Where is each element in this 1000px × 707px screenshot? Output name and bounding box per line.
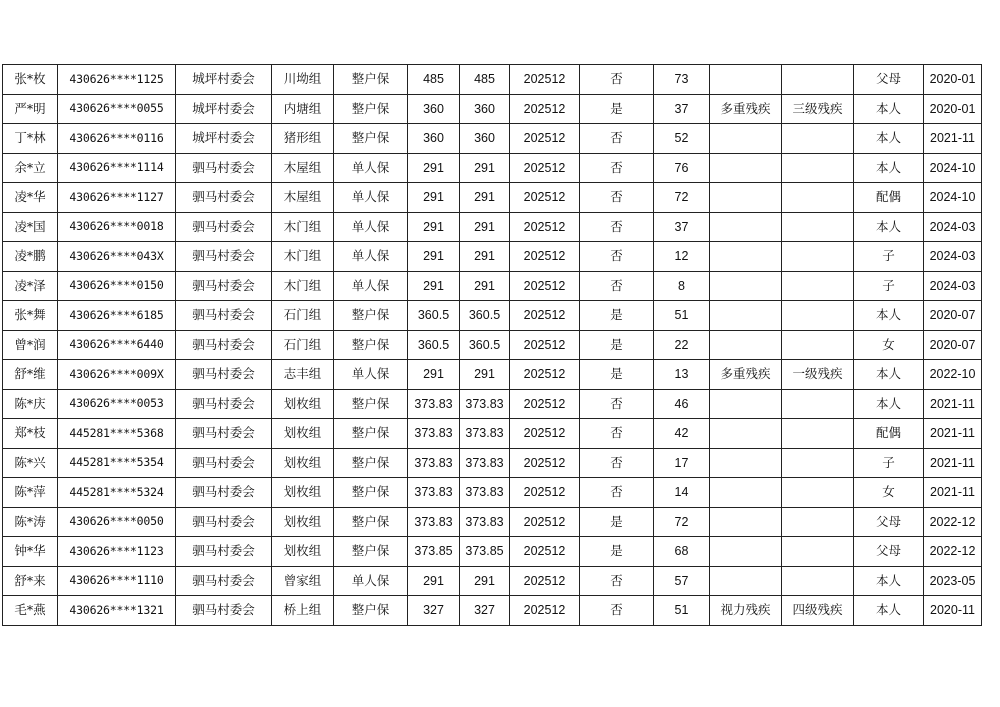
cell-amount-2: 360 xyxy=(460,124,510,154)
cell-village: 驷马村委会 xyxy=(176,596,272,626)
cell-group: 石门组 xyxy=(272,301,334,331)
cell-month: 202512 xyxy=(510,124,580,154)
cell-month: 202512 xyxy=(510,596,580,626)
cell-flag: 是 xyxy=(580,537,654,567)
cell-flag: 是 xyxy=(580,330,654,360)
cell-relation: 本人 xyxy=(854,566,924,596)
cell-id-number: 445281****5324 xyxy=(58,478,176,508)
cell-amount-1: 360.5 xyxy=(408,301,460,331)
records-table xyxy=(2,64,982,626)
cell-name: 余*立 xyxy=(3,153,58,183)
cell-start-date: 2021-11 xyxy=(924,389,982,419)
cell-disability-level: 一级残疾 xyxy=(782,360,854,390)
cell-name: 曾*润 xyxy=(3,330,58,360)
cell-age: 57 xyxy=(654,566,710,596)
cell-group: 川坳组 xyxy=(272,65,334,95)
cell-disability-level xyxy=(782,212,854,242)
cell-disability-level xyxy=(782,478,854,508)
cell-group: 木门组 xyxy=(272,212,334,242)
cell-id-number: 430626****0053 xyxy=(58,389,176,419)
cell-amount-2: 291 xyxy=(460,271,510,301)
cell-flag: 否 xyxy=(580,419,654,449)
cell-id-number: 430626****6440 xyxy=(58,330,176,360)
table-row xyxy=(3,537,982,567)
cell-flag: 是 xyxy=(580,301,654,331)
cell-name: 舒*来 xyxy=(3,566,58,596)
cell-insurance-type: 单人保 xyxy=(334,242,408,272)
cell-name: 丁*林 xyxy=(3,124,58,154)
cell-amount-1: 291 xyxy=(408,566,460,596)
cell-relation: 子 xyxy=(854,271,924,301)
cell-id-number: 430626****1125 xyxy=(58,65,176,95)
cell-insurance-type: 单人保 xyxy=(334,153,408,183)
cell-month: 202512 xyxy=(510,94,580,124)
cell-disability-level xyxy=(782,271,854,301)
cell-relation: 本人 xyxy=(854,124,924,154)
cell-age: 51 xyxy=(654,596,710,626)
cell-village: 驷马村委会 xyxy=(176,212,272,242)
cell-amount-2: 485 xyxy=(460,65,510,95)
cell-month: 202512 xyxy=(510,507,580,537)
cell-village: 驷马村委会 xyxy=(176,153,272,183)
cell-group: 木门组 xyxy=(272,271,334,301)
cell-month: 202512 xyxy=(510,360,580,390)
cell-month: 202512 xyxy=(510,330,580,360)
cell-flag: 否 xyxy=(580,596,654,626)
cell-group: 划枚组 xyxy=(272,537,334,567)
cell-disability-level xyxy=(782,537,854,567)
cell-flag: 否 xyxy=(580,389,654,419)
table-row xyxy=(3,212,982,242)
cell-village: 驷马村委会 xyxy=(176,360,272,390)
cell-relation: 本人 xyxy=(854,212,924,242)
cell-start-date: 2022-12 xyxy=(924,537,982,567)
cell-disability-type xyxy=(710,330,782,360)
cell-month: 202512 xyxy=(510,65,580,95)
cell-flag: 是 xyxy=(580,507,654,537)
cell-name: 凌*泽 xyxy=(3,271,58,301)
cell-insurance-type: 整户保 xyxy=(334,389,408,419)
cell-age: 72 xyxy=(654,183,710,213)
cell-age: 42 xyxy=(654,419,710,449)
cell-group: 石门组 xyxy=(272,330,334,360)
cell-disability-type: 视力残疾 xyxy=(710,596,782,626)
cell-amount-2: 291 xyxy=(460,153,510,183)
cell-amount-2: 373.85 xyxy=(460,537,510,567)
cell-month: 202512 xyxy=(510,389,580,419)
table-row xyxy=(3,65,982,95)
cell-name: 舒*维 xyxy=(3,360,58,390)
cell-id-number: 430626****0150 xyxy=(58,271,176,301)
cell-amount-2: 373.83 xyxy=(460,448,510,478)
cell-amount-1: 291 xyxy=(408,212,460,242)
cell-amount-1: 291 xyxy=(408,242,460,272)
cell-disability-level xyxy=(782,124,854,154)
cell-age: 51 xyxy=(654,301,710,331)
cell-start-date: 2020-07 xyxy=(924,301,982,331)
cell-relation: 父母 xyxy=(854,537,924,567)
cell-age: 37 xyxy=(654,94,710,124)
cell-start-date: 2020-07 xyxy=(924,330,982,360)
table-row xyxy=(3,183,982,213)
cell-village: 驷马村委会 xyxy=(176,183,272,213)
cell-group: 内塘组 xyxy=(272,94,334,124)
cell-start-date: 2021-11 xyxy=(924,419,982,449)
table-row xyxy=(3,507,982,537)
cell-start-date: 2021-11 xyxy=(924,124,982,154)
cell-month: 202512 xyxy=(510,537,580,567)
cell-id-number: 445281****5368 xyxy=(58,419,176,449)
cell-disability-type xyxy=(710,183,782,213)
cell-amount-2: 360 xyxy=(460,94,510,124)
cell-start-date: 2021-11 xyxy=(924,478,982,508)
cell-relation: 父母 xyxy=(854,507,924,537)
cell-name: 凌*国 xyxy=(3,212,58,242)
cell-village: 驷马村委会 xyxy=(176,389,272,419)
cell-age: 22 xyxy=(654,330,710,360)
cell-group: 猪形组 xyxy=(272,124,334,154)
cell-insurance-type: 整户保 xyxy=(334,507,408,537)
table-row xyxy=(3,153,982,183)
cell-relation: 女 xyxy=(854,478,924,508)
cell-disability-level xyxy=(782,419,854,449)
cell-start-date: 2024-10 xyxy=(924,153,982,183)
cell-disability-level xyxy=(782,183,854,213)
cell-amount-1: 373.83 xyxy=(408,389,460,419)
cell-insurance-type: 单人保 xyxy=(334,360,408,390)
cell-disability-type xyxy=(710,566,782,596)
cell-relation: 本人 xyxy=(854,389,924,419)
cell-group: 木屋组 xyxy=(272,183,334,213)
cell-disability-level xyxy=(782,153,854,183)
cell-amount-1: 360 xyxy=(408,94,460,124)
cell-age: 8 xyxy=(654,271,710,301)
cell-amount-2: 373.83 xyxy=(460,507,510,537)
cell-flag: 否 xyxy=(580,566,654,596)
cell-village: 驷马村委会 xyxy=(176,419,272,449)
cell-disability-type xyxy=(710,212,782,242)
table-row xyxy=(3,124,982,154)
cell-flag: 否 xyxy=(580,124,654,154)
cell-month: 202512 xyxy=(510,566,580,596)
cell-amount-1: 373.83 xyxy=(408,448,460,478)
cell-disability-type xyxy=(710,389,782,419)
cell-flag: 否 xyxy=(580,478,654,508)
cell-village: 驷马村委会 xyxy=(176,448,272,478)
cell-name: 凌*鹏 xyxy=(3,242,58,272)
cell-disability-type xyxy=(710,448,782,478)
cell-village: 驷马村委会 xyxy=(176,301,272,331)
table-row xyxy=(3,94,982,124)
cell-village: 城坪村委会 xyxy=(176,124,272,154)
cell-insurance-type: 单人保 xyxy=(334,183,408,213)
cell-relation: 本人 xyxy=(854,360,924,390)
cell-month: 202512 xyxy=(510,301,580,331)
cell-amount-2: 291 xyxy=(460,242,510,272)
cell-insurance-type: 单人保 xyxy=(334,271,408,301)
cell-age: 46 xyxy=(654,389,710,419)
cell-flag: 是 xyxy=(580,360,654,390)
cell-insurance-type: 整户保 xyxy=(334,124,408,154)
cell-age: 52 xyxy=(654,124,710,154)
cell-group: 志丰组 xyxy=(272,360,334,390)
cell-flag: 否 xyxy=(580,212,654,242)
table-row xyxy=(3,448,982,478)
cell-group: 划枚组 xyxy=(272,448,334,478)
cell-disability-type xyxy=(710,65,782,95)
cell-disability-type xyxy=(710,271,782,301)
cell-relation: 父母 xyxy=(854,65,924,95)
cell-age: 72 xyxy=(654,507,710,537)
cell-start-date: 2024-03 xyxy=(924,242,982,272)
cell-id-number: 445281****5354 xyxy=(58,448,176,478)
cell-relation: 子 xyxy=(854,448,924,478)
cell-disability-level xyxy=(782,507,854,537)
cell-amount-2: 373.83 xyxy=(460,389,510,419)
cell-amount-2: 360.5 xyxy=(460,301,510,331)
cell-disability-level xyxy=(782,330,854,360)
cell-amount-1: 485 xyxy=(408,65,460,95)
cell-disability-level xyxy=(782,448,854,478)
cell-start-date: 2022-12 xyxy=(924,507,982,537)
cell-insurance-type: 整户保 xyxy=(334,537,408,567)
cell-age: 76 xyxy=(654,153,710,183)
cell-month: 202512 xyxy=(510,478,580,508)
cell-name: 陈*庆 xyxy=(3,389,58,419)
cell-start-date: 2020-01 xyxy=(924,65,982,95)
cell-id-number: 430626****1127 xyxy=(58,183,176,213)
cell-disability-type xyxy=(710,507,782,537)
cell-age: 68 xyxy=(654,537,710,567)
cell-name: 陈*兴 xyxy=(3,448,58,478)
cell-month: 202512 xyxy=(510,448,580,478)
cell-village: 驷马村委会 xyxy=(176,566,272,596)
cell-village: 驷马村委会 xyxy=(176,537,272,567)
cell-disability-type: 多重残疾 xyxy=(710,360,782,390)
table-row xyxy=(3,389,982,419)
cell-id-number: 430626****6185 xyxy=(58,301,176,331)
cell-name: 陈*萍 xyxy=(3,478,58,508)
cell-insurance-type: 整户保 xyxy=(334,94,408,124)
cell-age: 14 xyxy=(654,478,710,508)
cell-age: 37 xyxy=(654,212,710,242)
cell-id-number: 430626****0050 xyxy=(58,507,176,537)
cell-name: 严*明 xyxy=(3,94,58,124)
cell-start-date: 2022-10 xyxy=(924,360,982,390)
cell-disability-level xyxy=(782,389,854,419)
cell-group: 木屋组 xyxy=(272,153,334,183)
cell-amount-1: 327 xyxy=(408,596,460,626)
table-row xyxy=(3,566,982,596)
cell-disability-type xyxy=(710,242,782,272)
table-row xyxy=(3,330,982,360)
cell-village: 驷马村委会 xyxy=(176,271,272,301)
table-row xyxy=(3,419,982,449)
cell-start-date: 2024-03 xyxy=(924,271,982,301)
cell-disability-level xyxy=(782,566,854,596)
cell-month: 202512 xyxy=(510,153,580,183)
cell-village: 驷马村委会 xyxy=(176,330,272,360)
cell-start-date: 2020-11 xyxy=(924,596,982,626)
cell-disability-level xyxy=(782,242,854,272)
cell-flag: 否 xyxy=(580,153,654,183)
cell-relation: 子 xyxy=(854,242,924,272)
cell-age: 73 xyxy=(654,65,710,95)
cell-id-number: 430626****0055 xyxy=(58,94,176,124)
cell-village: 驷马村委会 xyxy=(176,507,272,537)
cell-id-number: 430626****0116 xyxy=(58,124,176,154)
cell-amount-1: 373.85 xyxy=(408,537,460,567)
cell-amount-1: 373.83 xyxy=(408,419,460,449)
cell-village: 驷马村委会 xyxy=(176,242,272,272)
cell-insurance-type: 整户保 xyxy=(334,65,408,95)
cell-id-number: 430626****0018 xyxy=(58,212,176,242)
cell-insurance-type: 单人保 xyxy=(334,212,408,242)
cell-disability-type: 多重残疾 xyxy=(710,94,782,124)
cell-disability-level xyxy=(782,301,854,331)
cell-start-date: 2024-10 xyxy=(924,183,982,213)
cell-amount-1: 360 xyxy=(408,124,460,154)
cell-start-date: 2020-01 xyxy=(924,94,982,124)
cell-name: 张*枚 xyxy=(3,65,58,95)
cell-id-number: 430626****043X xyxy=(58,242,176,272)
cell-relation: 配偶 xyxy=(854,183,924,213)
cell-name: 郑*枝 xyxy=(3,419,58,449)
table-row xyxy=(3,242,982,272)
cell-id-number: 430626****009X xyxy=(58,360,176,390)
cell-month: 202512 xyxy=(510,183,580,213)
cell-amount-1: 360.5 xyxy=(408,330,460,360)
cell-amount-2: 360.5 xyxy=(460,330,510,360)
cell-amount-2: 291 xyxy=(460,212,510,242)
cell-id-number: 430626****1110 xyxy=(58,566,176,596)
cell-amount-2: 291 xyxy=(460,183,510,213)
cell-disability-level: 三级残疾 xyxy=(782,94,854,124)
cell-village: 城坪村委会 xyxy=(176,65,272,95)
cell-amount-2: 373.83 xyxy=(460,419,510,449)
cell-village: 驷马村委会 xyxy=(176,478,272,508)
cell-start-date: 2023-05 xyxy=(924,566,982,596)
cell-group: 划枚组 xyxy=(272,507,334,537)
cell-insurance-type: 单人保 xyxy=(334,566,408,596)
cell-relation: 本人 xyxy=(854,301,924,331)
cell-group: 曾家组 xyxy=(272,566,334,596)
cell-amount-1: 291 xyxy=(408,153,460,183)
cell-disability-level: 四级残疾 xyxy=(782,596,854,626)
cell-id-number: 430626****1321 xyxy=(58,596,176,626)
cell-name: 钟*华 xyxy=(3,537,58,567)
cell-relation: 配偶 xyxy=(854,419,924,449)
table-row xyxy=(3,360,982,390)
cell-insurance-type: 整户保 xyxy=(334,419,408,449)
cell-disability-level xyxy=(782,65,854,95)
cell-disability-type xyxy=(710,124,782,154)
cell-insurance-type: 整户保 xyxy=(334,330,408,360)
cell-disability-type xyxy=(710,153,782,183)
cell-flag: 否 xyxy=(580,242,654,272)
table-row xyxy=(3,596,982,626)
cell-disability-type xyxy=(710,419,782,449)
cell-relation: 本人 xyxy=(854,153,924,183)
table-row xyxy=(3,301,982,331)
cell-id-number: 430626****1114 xyxy=(58,153,176,183)
cell-age: 13 xyxy=(654,360,710,390)
table-row xyxy=(3,271,982,301)
cell-disability-type xyxy=(710,537,782,567)
cell-relation: 本人 xyxy=(854,596,924,626)
cell-start-date: 2024-03 xyxy=(924,212,982,242)
cell-month: 202512 xyxy=(510,212,580,242)
table-body xyxy=(3,65,982,626)
cell-amount-1: 373.83 xyxy=(408,478,460,508)
cell-disability-type xyxy=(710,301,782,331)
cell-start-date: 2021-11 xyxy=(924,448,982,478)
cell-relation: 本人 xyxy=(854,94,924,124)
cell-group: 桥上组 xyxy=(272,596,334,626)
cell-amount-1: 291 xyxy=(408,360,460,390)
cell-insurance-type: 整户保 xyxy=(334,596,408,626)
cell-group: 划枚组 xyxy=(272,478,334,508)
cell-id-number: 430626****1123 xyxy=(58,537,176,567)
cell-amount-1: 291 xyxy=(408,183,460,213)
cell-month: 202512 xyxy=(510,271,580,301)
cell-amount-2: 291 xyxy=(460,360,510,390)
cell-month: 202512 xyxy=(510,419,580,449)
cell-name: 陈*涛 xyxy=(3,507,58,537)
cell-month: 202512 xyxy=(510,242,580,272)
table-row xyxy=(3,478,982,508)
cell-flag: 否 xyxy=(580,271,654,301)
cell-flag: 否 xyxy=(580,183,654,213)
cell-name: 凌*华 xyxy=(3,183,58,213)
cell-flag: 否 xyxy=(580,448,654,478)
cell-flag: 否 xyxy=(580,65,654,95)
cell-relation: 女 xyxy=(854,330,924,360)
cell-group: 划枚组 xyxy=(272,419,334,449)
cell-amount-1: 291 xyxy=(408,271,460,301)
cell-village: 城坪村委会 xyxy=(176,94,272,124)
cell-insurance-type: 整户保 xyxy=(334,301,408,331)
cell-flag: 是 xyxy=(580,94,654,124)
cell-amount-1: 373.83 xyxy=(408,507,460,537)
cell-name: 张*舞 xyxy=(3,301,58,331)
cell-name: 毛*燕 xyxy=(3,596,58,626)
cell-amount-2: 291 xyxy=(460,566,510,596)
cell-disability-type xyxy=(710,478,782,508)
cell-group: 划枚组 xyxy=(272,389,334,419)
cell-amount-2: 327 xyxy=(460,596,510,626)
cell-age: 12 xyxy=(654,242,710,272)
cell-amount-2: 373.83 xyxy=(460,478,510,508)
cell-insurance-type: 整户保 xyxy=(334,448,408,478)
cell-age: 17 xyxy=(654,448,710,478)
cell-insurance-type: 整户保 xyxy=(334,478,408,508)
cell-group: 木门组 xyxy=(272,242,334,272)
